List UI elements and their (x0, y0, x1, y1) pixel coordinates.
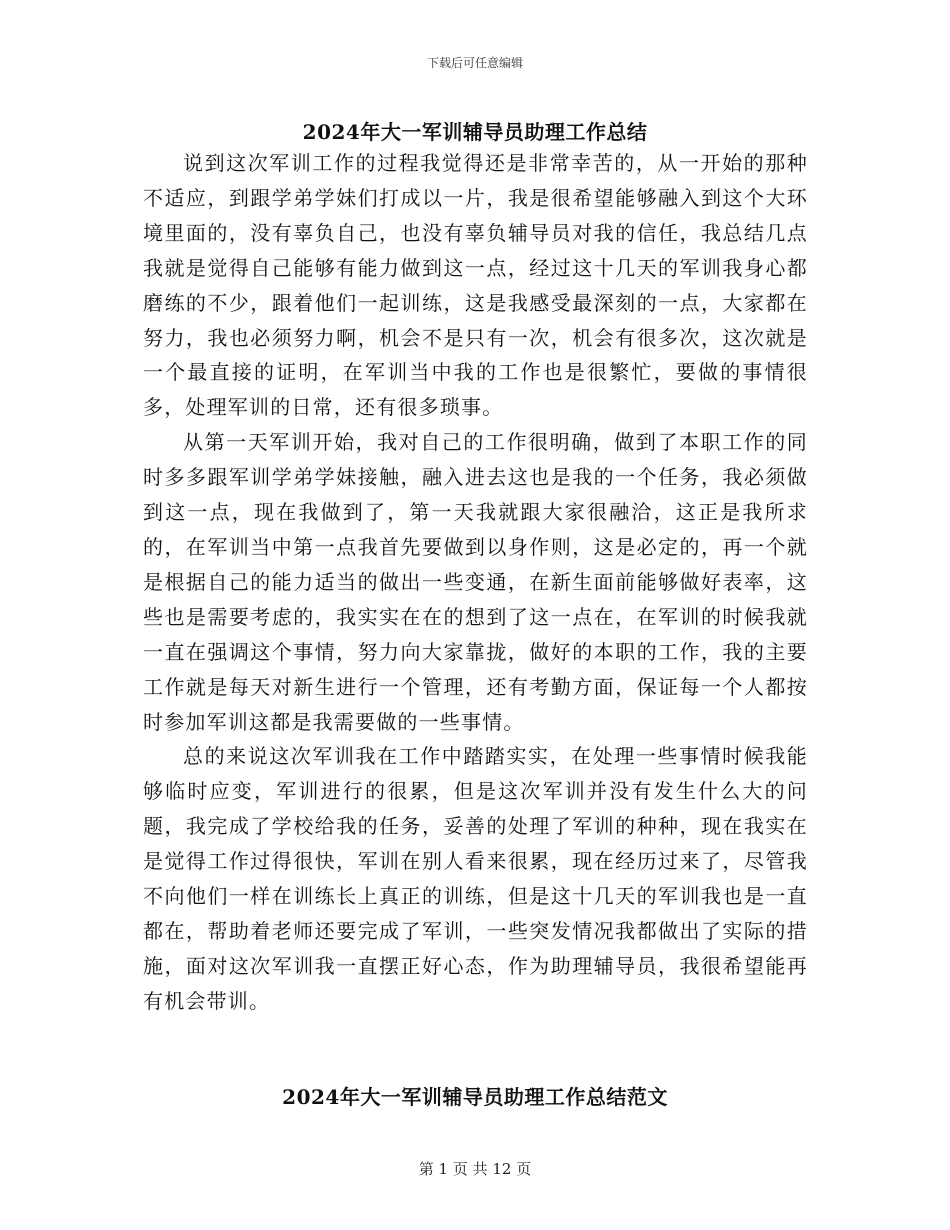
paragraph-2: 从第一天军训开始，我对自己的工作很明确，做到了本职工作的同时多多跟军训学弟学妹接触，融入进去这也是我的一个任务，我必须做到这一点，现在我做到了，第一天我就跟大家很融洽，这正是我所求的，在军训当中第一点我首先要做到以身作则，这是必定的，再一个就是根据自己的能力适当的做出一些变通，在新生面前能够做好表率，这些也是需要考虑的，我实实在在的想到了这一点在，在军训的时候我就一直在强调这个事情，努力向大家靠拢，做好的本职的工作，我的主要工作就是每天对新生进行一个管理，还有考勤方面，保证每一个人都按时参加军训这都是我需要做的一些事情。 (143, 430, 808, 734)
document-title: 2024年大一军训辅导员助理工作总结 (302, 120, 648, 144)
document-body (143, 146, 808, 1019)
next-section-title: 2024年大一军训辅导员助理工作总结范文 (282, 1085, 668, 1109)
paragraph-1: 说到这次军训工作的过程我觉得还是非常幸苦的，从一开始的那种不适应，到跟学弟学妹们打成以一片，我是很希望能够融入到这个大环境里面的，没有辜负自己，也没有辜负辅导员对我的信任，我总结几点我就是觉得自己能够有能力做到这一点，经过这十几天的军训我身心都磨练的不少，跟着他们一起训练，这是我感受最深刻的一点，大家都在努力，我也必须努力啊，机会不是只有一次，机会有很多次，这次就是一个最直接的证明，在军训当中我的工作也是很繁忙，要做的事情很多，处理军训的日常，还有很多琐事。 (143, 151, 808, 420)
page-footer: 第 1 页 共 12 页 (418, 1160, 532, 1178)
header-note: 下载后可任意编辑 (426, 56, 523, 70)
paragraph-3: 总的来说这次军训我在工作中踏踏实实，在处理一些事情时候我能够临时应变，军训进行的很累，但是这次军训并没有发生什么大的问题，我完成了学校给我的任务，妥善的处理了军训的种种，现在我实在是觉得工作过得很快，军训在别人看来很累，现在经历过来了，尽管我不向他们一样在训练长上真正的训练，但是这十几天的军训我也是一直都在，帮助着老师还要完成了军训，一些突发情况我都做出了实际的措施，面对这次军训我一直摆正好心态，作为助理辅导员，我很希望能再有机会带训。 (143, 744, 808, 1013)
